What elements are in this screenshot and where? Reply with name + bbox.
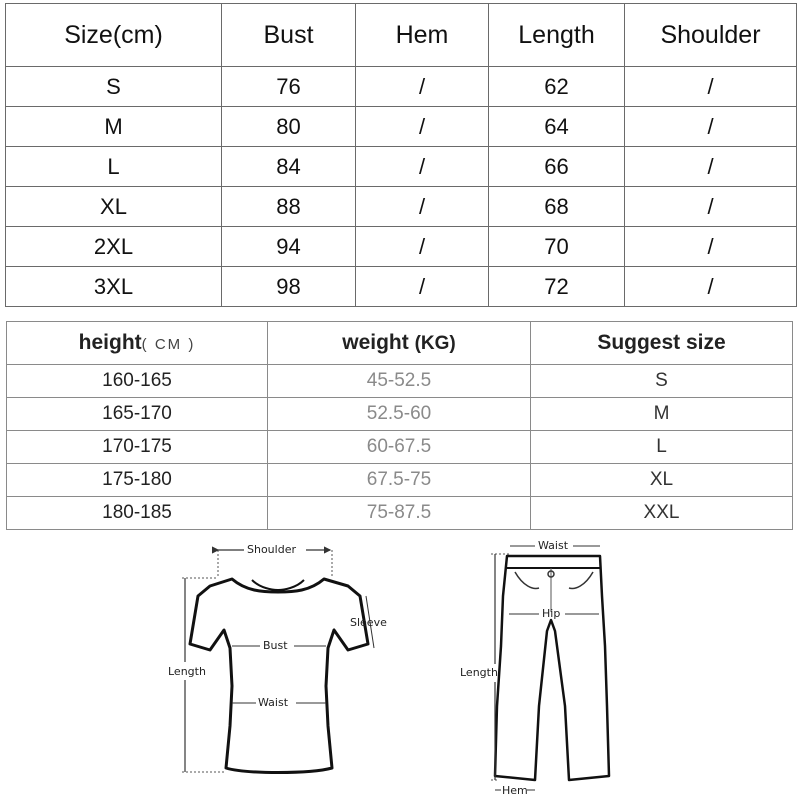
table-row	[7, 398, 793, 431]
length-label: Length	[168, 665, 206, 678]
header-weight	[268, 322, 531, 365]
header-weight-label: weight	[342, 331, 409, 354]
cell-height: 175-180	[7, 464, 268, 497]
cell-length: 72	[489, 267, 625, 307]
cell-length: 66	[489, 147, 625, 187]
cell-size: L	[6, 147, 222, 187]
cell-height: 180-185	[7, 497, 268, 530]
header-length: Length	[489, 4, 625, 67]
tshirt-measurement-diagram	[160, 536, 400, 786]
header-size: Size(cm)	[6, 4, 222, 67]
cell-hem: /	[356, 227, 489, 267]
pants-outline	[495, 556, 609, 780]
suggest-header-row	[7, 322, 793, 365]
cell-hem: /	[356, 147, 489, 187]
header-weight-unit: (KG)	[414, 333, 456, 354]
header-shoulder: Shoulder	[625, 4, 797, 67]
cell-size: S	[6, 67, 222, 107]
cell-size: 2XL	[6, 227, 222, 267]
cell-suggest-size: XXL	[531, 497, 793, 530]
cell-suggest-size: S	[531, 365, 793, 398]
table-row	[6, 227, 797, 267]
pants-measurement-diagram	[455, 536, 635, 798]
cell-height: 165-170	[7, 398, 268, 431]
cell-bust: 94	[222, 227, 356, 267]
cell-length: 68	[489, 187, 625, 227]
cell-length: 64	[489, 107, 625, 147]
table-row	[7, 431, 793, 464]
table-row	[7, 464, 793, 497]
cell-suggest-size: XL	[531, 464, 793, 497]
cell-bust: 76	[222, 67, 356, 107]
cell-hem: /	[356, 267, 489, 307]
shoulder-label: Shoulder	[247, 543, 296, 556]
suggested-size-table	[6, 321, 793, 530]
cell-hem: /	[356, 107, 489, 147]
tshirt-outline	[190, 579, 368, 773]
hem-label: Hem	[502, 784, 528, 797]
cell-shoulder: /	[625, 147, 797, 187]
cell-bust: 88	[222, 187, 356, 227]
cell-shoulder: /	[625, 67, 797, 107]
table-row	[7, 365, 793, 398]
cell-hem: /	[356, 187, 489, 227]
cell-hem: /	[356, 67, 489, 107]
header-height-unit: ( CM )	[141, 336, 196, 353]
cell-size: 3XL	[6, 267, 222, 307]
pants-length-label: Length	[460, 666, 498, 679]
cell-shoulder: /	[625, 227, 797, 267]
table-row	[6, 187, 797, 227]
header-bust: Bust	[222, 4, 356, 67]
cell-height: 160-165	[7, 365, 268, 398]
cell-bust: 98	[222, 267, 356, 307]
cell-suggest-size: L	[531, 431, 793, 464]
table-row	[6, 107, 797, 147]
cell-bust: 84	[222, 147, 356, 187]
cell-weight: 60-67.5	[268, 431, 531, 464]
cell-shoulder: /	[625, 107, 797, 147]
cell-weight: 75-87.5	[268, 497, 531, 530]
pants-waist-label: Waist	[538, 539, 569, 552]
cell-size: M	[6, 107, 222, 147]
table-row	[6, 267, 797, 307]
table-row	[6, 67, 797, 107]
size-chart-header-row	[6, 4, 797, 67]
cell-length: 70	[489, 227, 625, 267]
bust-label: Bust	[263, 639, 288, 652]
cell-weight: 52.5-60	[268, 398, 531, 431]
cell-size: XL	[6, 187, 222, 227]
header-height-label: height	[78, 331, 142, 354]
size-chart-table	[5, 3, 797, 307]
sleeve-label: Sleeve	[350, 616, 387, 629]
cell-weight: 45-52.5	[268, 365, 531, 398]
cell-shoulder: /	[625, 267, 797, 307]
table-row	[7, 497, 793, 530]
hip-label: Hip	[542, 607, 561, 620]
header-hem: Hem	[356, 4, 489, 67]
waist-label: Waist	[258, 696, 289, 709]
header-suggest-size: Suggest size	[531, 322, 793, 365]
cell-height: 170-175	[7, 431, 268, 464]
cell-shoulder: /	[625, 187, 797, 227]
table-row	[6, 147, 797, 187]
cell-length: 62	[489, 67, 625, 107]
header-height	[7, 322, 268, 365]
cell-suggest-size: M	[531, 398, 793, 431]
cell-bust: 80	[222, 107, 356, 147]
cell-weight: 67.5-75	[268, 464, 531, 497]
